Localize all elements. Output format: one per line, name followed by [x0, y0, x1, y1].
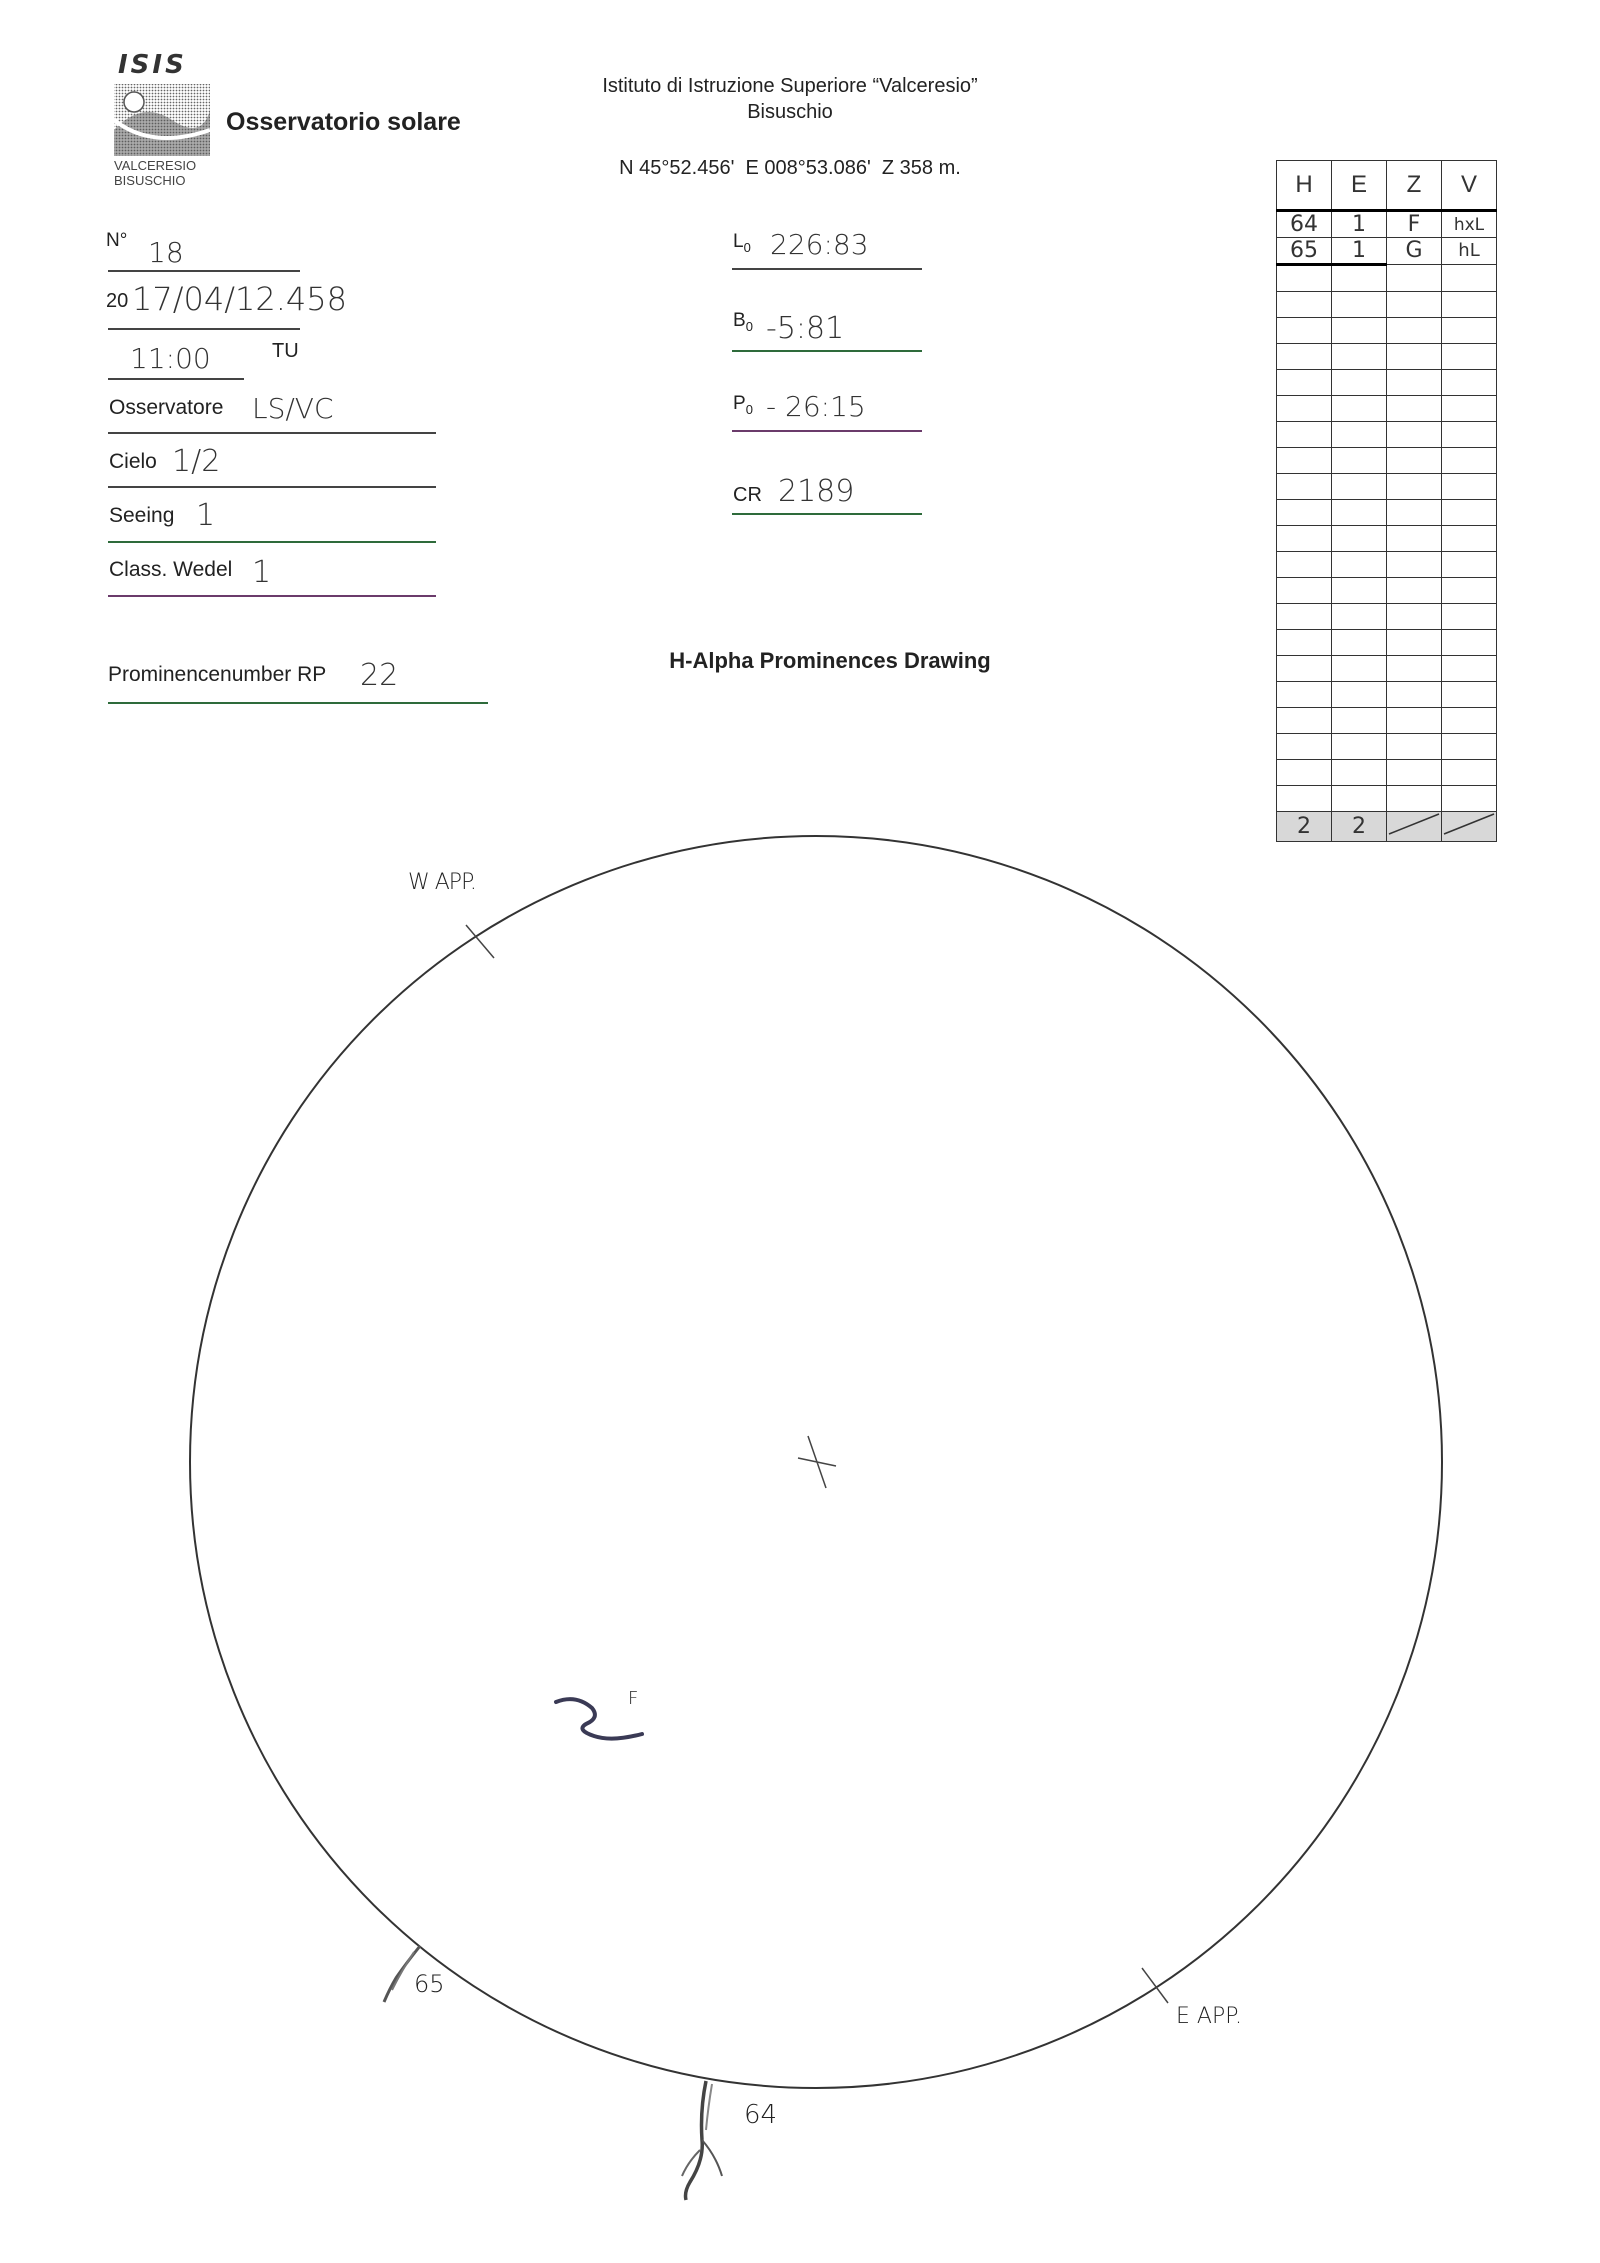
logo-bottom-text-2: BISUSCHIO — [114, 173, 186, 188]
observer-underline — [108, 432, 436, 434]
p0-letter: P — [733, 393, 746, 414]
table-row-empty — [1277, 500, 1497, 526]
logo-top-text: ISIS — [118, 50, 187, 80]
time-underline — [108, 378, 244, 380]
table-row-empty — [1277, 656, 1497, 682]
observer-value: LS/VC — [252, 392, 334, 425]
b0-value: -5:81 — [766, 311, 845, 346]
l0-subscript: 0 — [743, 239, 751, 255]
institute-town: Bisuschio — [747, 101, 833, 123]
b0-letter: B — [733, 310, 746, 331]
sky-underline — [108, 486, 436, 488]
header-cell-e: E — [1332, 161, 1387, 211]
wedel-underline — [108, 595, 436, 597]
table-row-empty — [1277, 630, 1497, 656]
disk-center-mark — [798, 1436, 836, 1488]
p0-value: - 26:15 — [766, 390, 866, 423]
west-apparent-label: W APP. — [408, 870, 476, 895]
number-label: N° — [106, 230, 128, 251]
table-row-empty — [1277, 318, 1497, 344]
table-row-empty — [1277, 682, 1497, 708]
table-row — [1277, 238, 1497, 265]
sky-value: 1/2 — [172, 444, 221, 479]
seeing-value: 1 — [196, 498, 216, 533]
institute-logo — [112, 80, 212, 160]
number-underline — [108, 270, 300, 272]
table-row-empty — [1277, 422, 1497, 448]
header-cell-z: Z — [1387, 161, 1442, 211]
prominence-65-label: 65 — [414, 1970, 445, 1998]
table-row-empty — [1277, 396, 1497, 422]
l0-label — [733, 231, 751, 255]
table-row-empty — [1277, 526, 1497, 552]
prominence-underline — [108, 702, 488, 704]
time-unit: TU — [272, 340, 299, 362]
solar-disk-drawing — [0, 780, 1600, 2240]
table-row — [1277, 211, 1497, 238]
table-row-empty — [1277, 448, 1497, 474]
l0-letter: L — [733, 231, 744, 252]
logo-graphic — [112, 80, 212, 160]
table-row-empty — [1277, 474, 1497, 500]
table-cell: 65 — [1277, 238, 1332, 265]
table-row-empty — [1277, 370, 1497, 396]
prominence-64-label: 64 — [744, 2100, 778, 2130]
prominence-65-sketch — [392, 1952, 414, 1990]
prominence-number-value: 22 — [360, 658, 399, 693]
west-tick — [466, 925, 494, 958]
table-header-row — [1277, 161, 1497, 211]
wedel-value: 1 — [252, 555, 272, 590]
cr-value: 2189 — [778, 474, 855, 509]
table-row-empty — [1277, 604, 1497, 630]
table-cell: 1 — [1332, 238, 1387, 265]
table-row-empty — [1277, 708, 1497, 734]
table-cell: 64 — [1277, 211, 1332, 238]
table-row-empty — [1277, 552, 1497, 578]
header-cell-v: V — [1442, 161, 1497, 211]
table-cell: F — [1387, 211, 1442, 238]
number-value: 18 — [148, 236, 184, 269]
table-row-empty — [1277, 344, 1497, 370]
date-underline — [108, 328, 300, 330]
cr-underline — [732, 513, 922, 515]
table-row-empty — [1277, 734, 1497, 760]
sky-label: Cielo — [109, 450, 157, 473]
total-cell-e: 2 — [1332, 812, 1387, 842]
date-value: 17/04/12.458 — [132, 280, 347, 318]
observatory-title: Osservatorio solare — [226, 108, 461, 136]
east-apparent-label: E APP. — [1176, 2004, 1243, 2029]
table-cell: 1 — [1332, 211, 1387, 238]
wedel-label: Class. Wedel — [109, 558, 233, 581]
date-prefix: 20 — [106, 290, 129, 312]
east-tick — [1142, 1968, 1168, 2003]
p0-subscript: 0 — [745, 401, 753, 417]
p0-label — [733, 393, 753, 417]
institute-name: Istituto di Istruzione Superiore “Valceresio” — [602, 75, 978, 97]
seeing-underline — [108, 541, 436, 543]
cr-label: CR — [733, 484, 762, 506]
total-cell-h: 2 — [1277, 812, 1332, 842]
table-row-empty — [1277, 292, 1497, 318]
seeing-label: Seeing — [109, 504, 175, 527]
drawing-title: H-Alpha Prominences Drawing — [669, 648, 991, 673]
site-coordinates: N 45°52.456' E 008°53.086' Z 358 m. — [619, 157, 961, 179]
filament-label: F — [628, 1688, 639, 1709]
b0-label — [733, 310, 753, 334]
table-cell: hxL — [1442, 211, 1497, 238]
l0-value: 226:83 — [770, 228, 869, 261]
p0-underline — [732, 430, 922, 432]
prominence-number-label: Prominencenumber RP — [108, 663, 327, 686]
time-value: 11:00 — [130, 342, 211, 375]
b0-subscript: 0 — [745, 318, 753, 334]
table-cell: G — [1387, 238, 1442, 265]
b0-underline — [732, 350, 922, 352]
observer-label: Osservatore — [109, 396, 224, 419]
logo-bottom-text-1: VALCERESIO — [114, 158, 197, 173]
table-cell: hL — [1442, 238, 1497, 265]
prominence-table — [1276, 160, 1497, 842]
l0-underline — [732, 268, 922, 270]
prominence-64-sketch — [702, 2140, 722, 2176]
prominence-64-sketch — [706, 2084, 712, 2130]
table-row-empty — [1277, 265, 1497, 292]
table-row-empty — [1277, 578, 1497, 604]
header-cell-h: H — [1277, 161, 1332, 211]
